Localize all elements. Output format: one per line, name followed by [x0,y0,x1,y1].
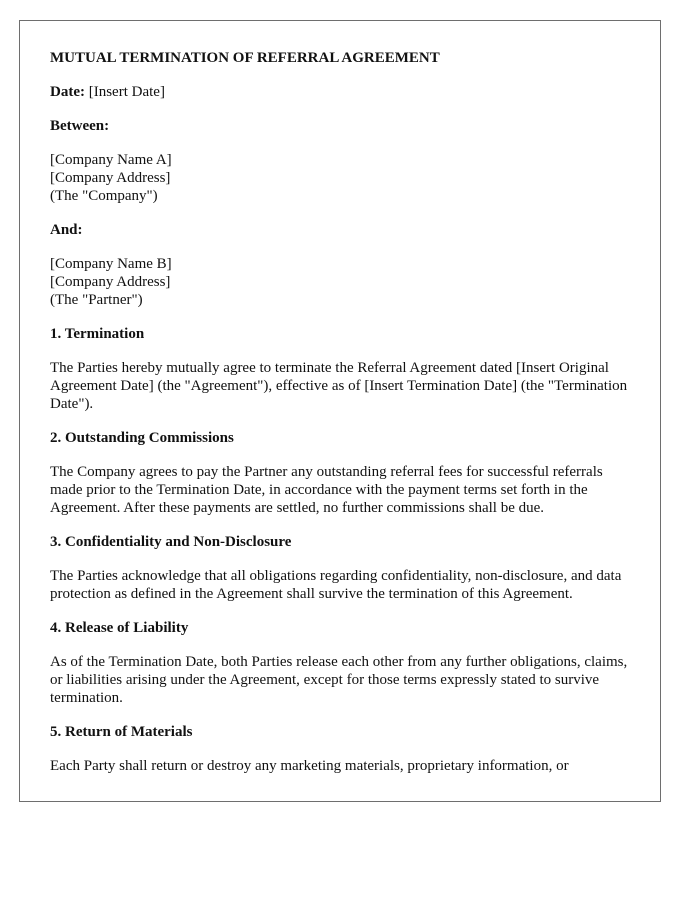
document-page [19,20,661,802]
between-label: Between: [50,118,110,134]
section-heading-outstanding-commissions: 2. Outstanding Commissions [50,430,234,446]
party-b-name: [Company Name B] [50,256,172,272]
party-a-block [50,151,638,205]
document-title: MUTUAL TERMINATION OF REFERRAL AGREEMENT [50,50,440,66]
date-line [50,83,638,101]
section-heading-release-of-liability: 4. Release of Liability [50,620,189,636]
date-value: [Insert Date] [88,84,165,100]
date-label: Date: [50,84,85,100]
document-content [50,49,638,791]
section-heading-return-of-materials: 5. Return of Materials [50,724,193,740]
section-body-release-of-liability: As of the Termination Date, both Parties release each other from any further obligations, claims, or liabilities arising under the Agreement, except for those terms expressly stated to survive termination. [50,654,628,706]
party-b-address: [Company Address] [50,274,171,290]
section-heading-confidentiality: 3. Confidentiality and Non-Disclosure [50,534,292,550]
section-body-return-of-materials: Each Party shall return or destroy any marketing materials, proprietary information, or [50,758,569,774]
party-a-address: [Company Address] [50,170,171,186]
party-b-block [50,255,638,309]
section-heading-termination: 1. Termination [50,326,145,342]
party-b-role: (The "Partner") [50,292,143,308]
and-label: And: [50,222,83,238]
section-body-outstanding-commissions: The Company agrees to pay the Partner any outstanding referral fees for successful referrals made prior to the Termination Date, in accordance with the payment terms set forth in the Agreement. After these payments are settled, no further commissions shall be due. [50,464,603,516]
party-a-name: [Company Name A] [50,152,172,168]
party-a-role: (The "Company") [50,188,158,204]
section-body-termination: The Parties hereby mutually agree to terminate the Referral Agreement dated [Insert Original Agreement Date] (the "Agreement"), effective as of [Insert Termination Date] (the "Termination Date"). [50,360,628,412]
section-body-confidentiality: The Parties acknowledge that all obligations regarding confidentiality, non-disclosure, and data protection as defined in the Agreement shall survive the termination of this Agreement. [50,568,622,602]
